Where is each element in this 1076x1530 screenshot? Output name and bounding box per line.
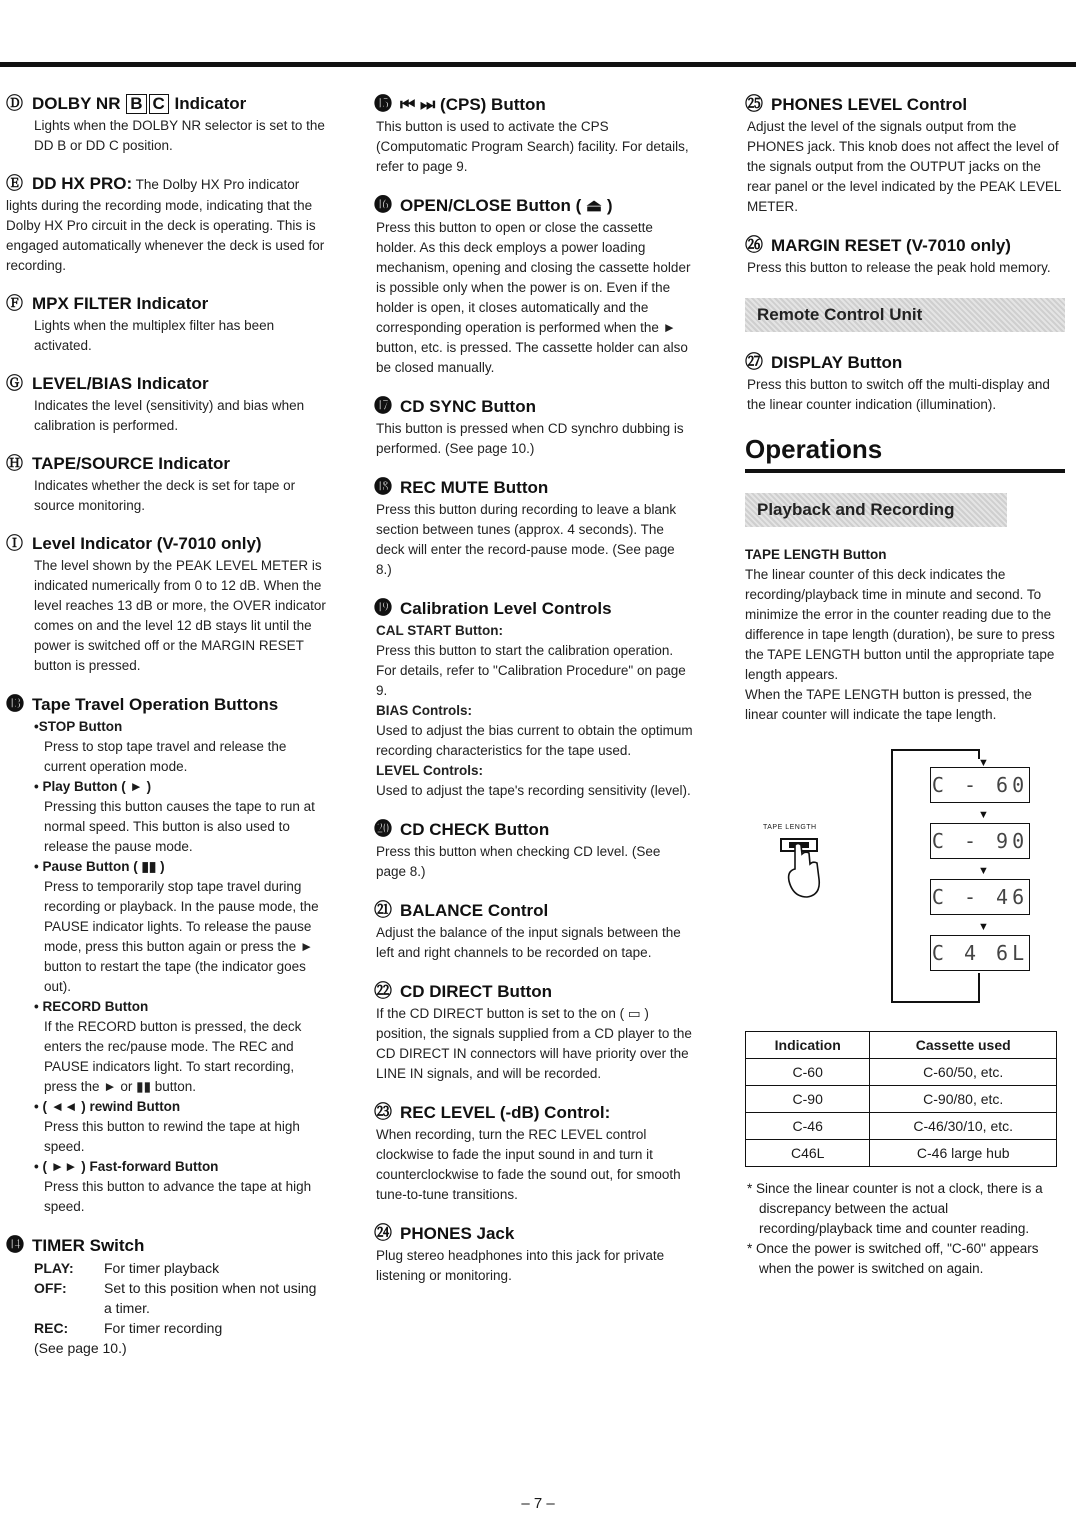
remote-control-heading: Remote Control Unit — [745, 298, 1065, 332]
marker-13: ⓭ — [6, 694, 24, 714]
marker-26: ㉖ — [745, 235, 763, 255]
heading-19: Calibration Level Controls — [400, 599, 612, 618]
body-27: Press this button to switch off the multi-display and the linear counter indication (illumination). — [747, 377, 1050, 412]
record-button-body: If the RECORD button is pressed, the deck enters the rec/pause mode. The REC and PAUSE indicators light. To start recording, press the ► or ▮▮ button. — [44, 1019, 302, 1094]
body-i: The level shown by the PEAK LEVEL METER is indicated numerically from 0 to 12 dB. When the level reaches 13 dB or more, the OVER indicator comes on and the level 12 dB stays lit until the power is switched off or the MARGIN RESET button is pressed. — [34, 558, 326, 673]
section-f — [6, 292, 326, 356]
marker-27: ㉗ — [745, 352, 763, 372]
marker-17: ⓱ — [374, 396, 392, 416]
heading-g: LEVEL/BIAS Indicator — [32, 374, 209, 393]
fast-forward-button-title: • ( ►► ) Fast-forward Button — [34, 1159, 219, 1174]
timer-val: For timer playback — [104, 1260, 220, 1276]
display-c90: C - 90 — [930, 823, 1030, 859]
heading-i: Level Indicator (V-7010 only) — [32, 534, 262, 553]
stop-button-body: Press to stop tape travel and release the current operation mode. — [44, 739, 287, 774]
rewind-button-body: Press this button to rewind the tape at high speed. — [44, 1119, 300, 1154]
table-cell: C-60 — [746, 1059, 870, 1086]
heading-23: REC LEVEL (-dB) Control: — [400, 1103, 611, 1122]
timer-see-page: (See page 10.) — [34, 1340, 127, 1356]
section-26 — [745, 233, 1065, 278]
body-d: Lights when the DOLBY NR selector is set to the DD B or DD C position. — [34, 118, 325, 153]
stop-button-title: •STOP Button — [34, 719, 123, 734]
marker-25: ㉕ — [745, 94, 763, 114]
cal-start-title: CAL START Button: — [376, 623, 503, 638]
section-15 — [374, 92, 694, 177]
marker-20: ⓴ — [374, 819, 392, 839]
display-c46l: C 4 6L — [930, 935, 1030, 971]
section-19 — [374, 596, 694, 801]
bias-controls-body: Used to adjust the bias current to obtain the optimum recording characteristics for the tape used. — [376, 723, 693, 758]
marker-16: ⓰ — [374, 195, 392, 215]
body-g: Indicates the level (sensitivity) and bias when calibration is performed. — [34, 398, 305, 433]
body-25: Adjust the level of the signals output from the PHONES jack. This knob does not affect the level of the signals output from the OUTPUT jacks on the rear panel or the level indicated by the PEAK LEVEL METER. — [747, 119, 1061, 214]
footnote: * Since the linear counter is not a clock, there is a discrepancy between the actual recording/playback time and counter reading. — [747, 1181, 1043, 1236]
timer-key: REC: — [34, 1320, 69, 1336]
heading-h: TAPE/SOURCE Indicator — [32, 454, 231, 473]
body-16: Press this button to open or close the cassette holder. As this deck employs a power loading mechanism, opening and closing the cassette holder is possible only when the power is on. Even if the holder is open, it closes automatically and the corresponding operation is performed when the ► button, etc. is pressed. The cassette holder can also be closed manually. — [376, 220, 691, 375]
list-item — [34, 777, 326, 857]
marker-14: ⓮ — [6, 1235, 24, 1255]
level-controls-body: Used to adjust the tape's recording sensitivity (level). — [376, 783, 691, 798]
heading-24: PHONES Jack — [400, 1224, 515, 1243]
table-cell: C-90 — [746, 1086, 870, 1113]
table-cell: C-60/50, etc. — [870, 1059, 1057, 1086]
record-button-title: • RECORD Button — [34, 999, 149, 1014]
marker-15: ⓯ — [374, 94, 392, 114]
section-25 — [745, 92, 1065, 217]
heading-e: DD HX PRO: — [32, 174, 133, 193]
list-item — [34, 1157, 326, 1217]
body-20: Press this button when checking CD level. (See page 8.) — [376, 844, 661, 879]
marker-24: ㉔ — [374, 1223, 392, 1243]
marker-23: ㉓ — [374, 1102, 392, 1122]
section-21 — [374, 898, 694, 963]
list-item — [34, 1097, 326, 1157]
bias-controls-title: BIAS Controls: — [376, 703, 472, 718]
section-23 — [374, 1100, 694, 1205]
loop-line-top — [891, 749, 979, 751]
section-i — [6, 532, 326, 676]
body-e: The Dolby HX Pro indicator lights during the recording mode, indicating that the Dolby HX Pro circuit in the deck is operating. This is engaged automatically whenever the deck is used for recording. — [6, 177, 325, 273]
heading-14: TIMER Switch — [32, 1236, 145, 1255]
timer-val: Set to this position when not using a timer. — [104, 1280, 317, 1316]
section-18 — [374, 475, 694, 580]
operations-title: Operations — [745, 431, 1065, 473]
marker-e: Ⓔ — [6, 174, 23, 193]
heading-d: DOLBY NR — [32, 94, 121, 113]
section-d — [6, 92, 326, 156]
table-row — [746, 1140, 1057, 1167]
column-3 — [745, 92, 1065, 1279]
timer-val: For timer recording — [104, 1320, 223, 1336]
table-cell: C-90/80, etc. — [870, 1086, 1057, 1113]
body-21: Adjust the balance of the input signals between the left and right channels to be recorded on tape. — [376, 925, 681, 960]
cal-start-body: Press this button to start the calibration operation. For details, refer to "Calibration Procedure" on page 9. — [376, 643, 686, 698]
body-h: Indicates whether the deck is set for tape or source monitoring. — [34, 478, 296, 513]
list-item — [34, 857, 326, 997]
table-row — [746, 1086, 1057, 1113]
timer-row-off — [34, 1278, 326, 1318]
dolby-c-box: C — [149, 94, 169, 114]
heading-27: DISPLAY Button — [771, 353, 903, 372]
marker-19: ⓳ — [374, 598, 392, 618]
body-17: This button is pressed when CD synchro dubbing is performed. (See page 10.) — [376, 421, 684, 456]
play-button-body: Pressing this button causes the tape to run at normal speed. This button is also used to release the pause mode. — [44, 799, 315, 854]
rewind-button-title: • ( ◄◄ ) rewind Button — [34, 1099, 181, 1114]
table-cell: C-46/30/10, etc. — [870, 1113, 1057, 1140]
body-24: Plug stereo headphones into this jack for private listening or monitoring. — [376, 1248, 665, 1283]
marker-21: ㉑ — [374, 900, 392, 920]
playback-recording-heading: Playback and Recording — [745, 493, 1007, 527]
arrow-down-icon: ▼ — [978, 757, 989, 769]
level-controls-title: LEVEL Controls: — [376, 763, 484, 778]
column-2 — [374, 92, 694, 1302]
timer-row-rec — [34, 1318, 326, 1338]
tape-length-title: TAPE LENGTH Button — [745, 547, 887, 562]
marker-g: Ⓖ — [6, 374, 23, 393]
heading-20: CD CHECK Button — [400, 820, 550, 839]
marker-f: Ⓕ — [6, 294, 23, 313]
table-row — [746, 1059, 1057, 1086]
display-c60: C - 60 — [930, 767, 1030, 803]
list-item — [34, 997, 326, 1097]
heading-f: MPX FILTER Indicator — [32, 294, 209, 313]
section-h — [6, 452, 326, 516]
body-22: If the CD DIRECT button is set to the on ( ▭ ) position, the signals supplied from a CD player to the CD DIRECT IN connectors will have priority over the LINE IN signals, and will be recorded. — [376, 1006, 692, 1081]
heading-26: MARGIN RESET (V-7010 only) — [771, 236, 1011, 255]
play-button-title: • Play Button ( ► ) — [34, 779, 152, 794]
section-e — [6, 172, 326, 276]
timer-key: OFF: — [34, 1280, 67, 1296]
marker-18: ⓲ — [374, 477, 392, 497]
section-20 — [374, 817, 694, 882]
pause-button-title: • Pause Button ( ▮▮ ) — [34, 859, 165, 874]
heading-15: ⏮ ⏭ (CPS) Button — [400, 95, 546, 114]
loop-line-exit — [978, 973, 980, 1003]
table-header: Cassette used — [870, 1032, 1057, 1059]
tape-length-body-2: When the TAPE LENGTH button is pressed, the linear counter will indicate the tape length. — [745, 687, 1032, 722]
heading-16: OPEN/CLOSE Button ( ⏏ ) — [400, 196, 613, 215]
arrow-down-icon: ▼ — [978, 865, 989, 877]
loop-line-left — [891, 749, 893, 1003]
tape-length-body: The linear counter of this deck indicates the recording/playback time in minute and second. To minimize the error in the counter reading due to the difference in tape length (duration), be sure to press the TAPE LENGTH button until the appropriate tape length appears. — [745, 567, 1055, 682]
page-number: – 7 – — [521, 1495, 555, 1512]
tape-length-diagram — [745, 739, 1065, 1029]
dolby-b-box: B — [126, 94, 146, 114]
heading-13: Tape Travel Operation Buttons — [32, 695, 279, 714]
table-header: Indication — [746, 1032, 870, 1059]
section-14 — [6, 1233, 326, 1358]
section-13 — [6, 692, 326, 1217]
footnote: * Once the power is switched off, "C-60" appears when the power is switched on again. — [747, 1241, 1039, 1276]
footnotes — [745, 1179, 1065, 1279]
timer-key: PLAY: — [34, 1260, 74, 1276]
list-item — [34, 717, 326, 777]
heading-22: CD DIRECT Button — [400, 982, 553, 1001]
marker-d: Ⓓ — [6, 94, 23, 113]
section-16 — [374, 193, 694, 378]
marker-h: Ⓗ — [6, 454, 23, 473]
pause-button-body: Press to temporarily stop tape travel during recording or playback. In the pause mode, the PAUSE indicator lights. To release the pause mode, press this button again or press the ► button to restart the tape (the indicator goes out). — [44, 879, 319, 994]
heading-25: PHONES LEVEL Control — [771, 95, 968, 114]
table-cell: C-46 — [746, 1113, 870, 1140]
body-f: Lights when the multiplex filter has been activated. — [34, 318, 275, 353]
table-cell: C-46 large hub — [870, 1140, 1057, 1167]
heading-21: BALANCE Control — [400, 901, 549, 920]
top-rule — [0, 62, 1076, 67]
heading-18: REC MUTE Button — [400, 478, 549, 497]
timer-row-play — [34, 1258, 326, 1278]
hand-pressing-button-icon — [777, 835, 837, 905]
section-17 — [374, 394, 694, 459]
body-23: When recording, turn the REC LEVEL control clockwise to fade the input sound in and turn it counterclockwise to fade the sound out, for smooth tune-to-tune transitions. — [376, 1127, 681, 1202]
table-row — [746, 1113, 1057, 1140]
heading-17: CD SYNC Button — [400, 397, 536, 416]
table-cell: C46L — [746, 1140, 870, 1167]
section-g — [6, 372, 326, 436]
heading-d-suffix: Indicator — [174, 94, 247, 113]
body-18: Press this button during recording to leave a blank section between tunes (approx. 4 seconds). The deck will enter the record-pause mode. (See page 8.) — [376, 502, 677, 577]
section-24 — [374, 1221, 694, 1286]
tape-length-button-label: TAPE LENGTH — [763, 824, 817, 831]
section-27 — [745, 350, 1065, 415]
display-c46: C - 46 — [930, 879, 1030, 915]
marker-22: ㉒ — [374, 981, 392, 1001]
body-26: Press this button to release the peak hold memory. — [747, 260, 1051, 275]
body-15: This button is used to activate the CPS (Computomatic Program Search) facility. For details, refer to page 9. — [376, 119, 689, 174]
arrow-down-icon: ▼ — [978, 921, 989, 933]
cassette-table — [745, 1031, 1057, 1167]
section-22 — [374, 979, 694, 1084]
arrow-down-icon: ▼ — [978, 809, 989, 821]
marker-i: Ⓘ — [6, 534, 23, 553]
fast-forward-button-body: Press this button to advance the tape at high speed. — [44, 1179, 312, 1214]
loop-line-bottom — [891, 1001, 979, 1003]
column-1 — [6, 92, 326, 1374]
